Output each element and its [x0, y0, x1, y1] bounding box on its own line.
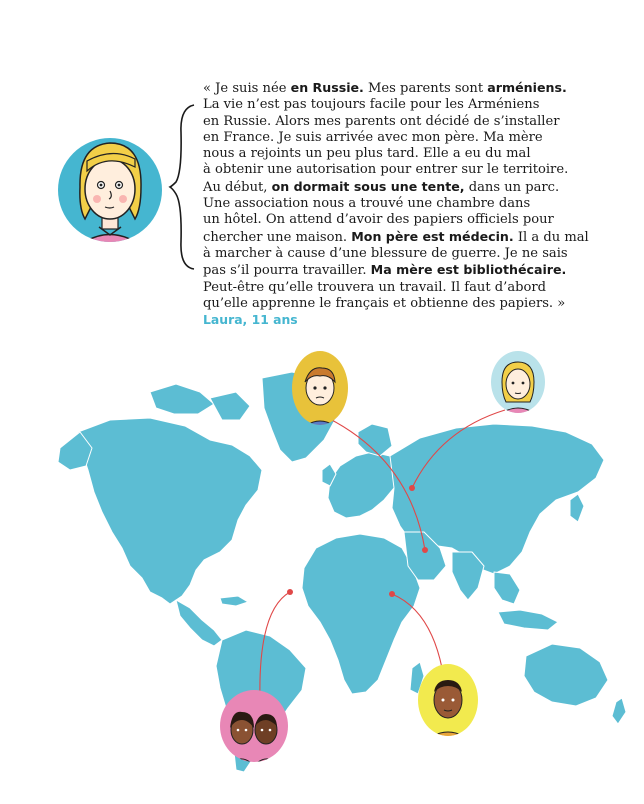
japan-shape: [570, 494, 584, 522]
central-america-shape: [176, 600, 222, 646]
quote-line-12: pas s’il pourra travailler. Ma mère est bibliothécaire.: [203, 262, 567, 279]
southeast-asia-shape: [494, 572, 520, 604]
australia-shape: [524, 644, 608, 706]
quote-line-13: Peut-être qu’elle trouvera un travail. Il faut d’abord: [203, 279, 547, 295]
siblings-portrait-icon: [220, 690, 288, 770]
north-america-shape: [78, 418, 262, 604]
canada-north-shape: [210, 392, 250, 420]
europe-shape: [328, 452, 398, 518]
girl-small-portrait-icon: [491, 351, 545, 414]
quote-line-7: Au début, on dormait sous une tente, dans un parc.: [203, 178, 560, 195]
africa-shape: [302, 534, 420, 694]
quote-line-6: à obtenir une autorisation pour entrer sur le territoire.: [203, 162, 569, 178]
dot-armenia: [422, 547, 428, 553]
quote-line-3: en Russie. Alors mes parents ont décidé de s’installer: [203, 113, 560, 129]
quote-line-11: à marcher à cause d’une blessure de guerre. Je ne sais: [203, 245, 568, 261]
quote-line-2: La vie n’est pas toujours facile pour les Arméniens: [203, 97, 540, 113]
caribbean-shape: [220, 596, 248, 606]
quote-line-4: en France. Je suis arrivée avec mon père. Ma mère: [203, 129, 543, 145]
african-boy-portrait-icon: [418, 664, 478, 742]
quote-line-8: Une association nous a trouvé une chambre dans: [203, 196, 531, 212]
quote-line-14: qu’elle apprenne le français et obtienne des papiers. »: [203, 295, 566, 311]
quote-line-1: « Je suis née en Russie. Mes parents sont arméniens.: [203, 80, 567, 96]
quote-line-10: chercher une maison. Mon père est médecin. Il a du mal: [203, 228, 589, 245]
canada-islands-shape: [150, 384, 214, 414]
quote-line-5: nous a rejoints un peu plus tard. Elle a eu du mal: [203, 146, 531, 162]
dot-russia: [409, 485, 415, 491]
new-zealand-shape: [612, 698, 626, 724]
quote-author: Laura, 11 ans: [203, 312, 298, 328]
dot-east-africa: [389, 591, 395, 597]
indonesia-shape: [498, 610, 558, 630]
dot-west-africa: [287, 589, 293, 595]
quote-line-9: un hôtel. On attend d’avoir des papiers officiels pour: [203, 212, 554, 228]
